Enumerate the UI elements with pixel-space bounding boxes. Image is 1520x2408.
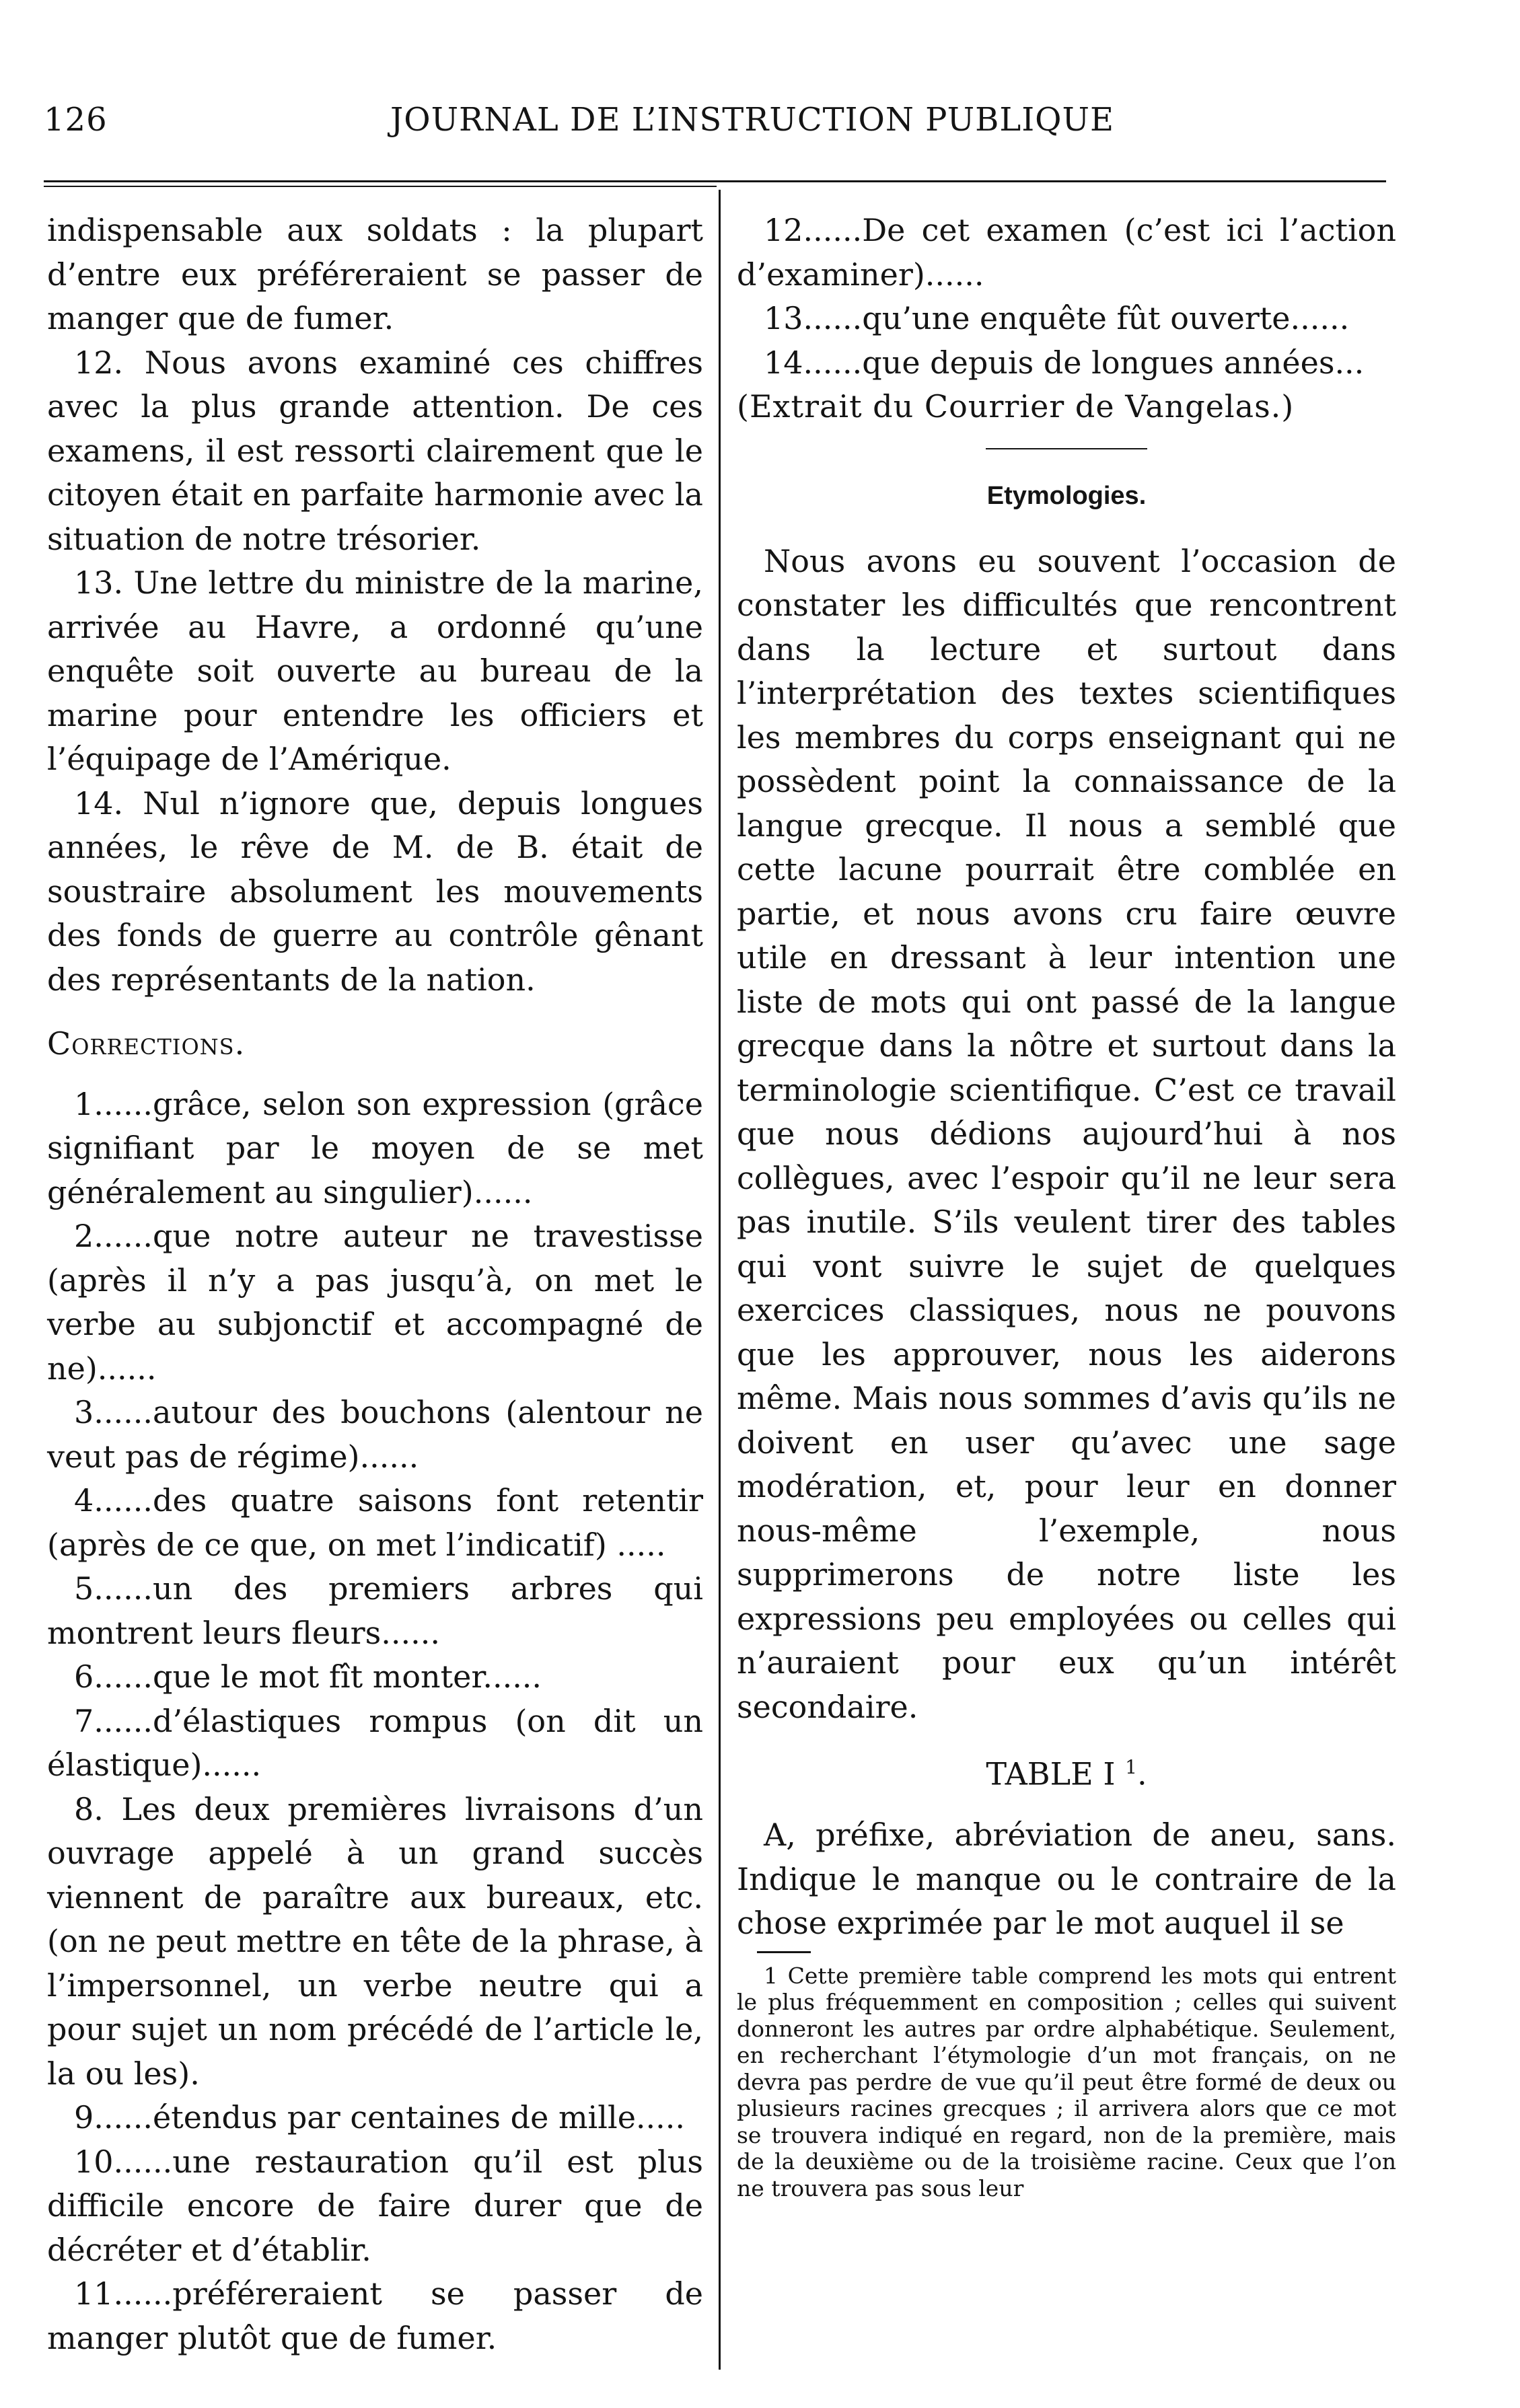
footnote-marker: 1 bbox=[1125, 1756, 1137, 1778]
correction-item: 10......une restauration qu’il est plus difficile encore de faire durer que de décréter et d’établir. bbox=[47, 2143, 703, 2268]
header-rule-secondary bbox=[44, 186, 717, 187]
left-column bbox=[47, 209, 703, 2360]
correction-item: 11......préféreraient se passer de manger plutôt que de fumer. bbox=[47, 2275, 703, 2356]
table-heading: TABLE I $^1$. bbox=[986, 1755, 1147, 1792]
correction-item: 2......que notre auteur ne travestisse (après il n’y a pas jusqu’à, on met le verbe au subjonctif et accompagné de ne)...... bbox=[47, 1218, 703, 1387]
footnote bbox=[737, 1963, 1396, 2202]
correction-item: 1......grâce, selon son expression (grâce signifiant par le moyen de se met généralement au singulier)...... bbox=[47, 1085, 703, 1210]
page-number: 126 bbox=[44, 101, 108, 139]
correction-item: 5......un des premiers arbres qui montrent leurs fleurs...... bbox=[47, 1570, 703, 1651]
table-title: TABLE I bbox=[986, 1755, 1116, 1792]
correction-item: 7......d’élastiques rompus (on dit un élastique)...... bbox=[47, 1702, 703, 1783]
correction-item: 4......des quatre saisons font retentir (après de ce que, on met l’indicatif) ..... bbox=[47, 1482, 703, 1563]
page-header bbox=[44, 101, 1389, 148]
header-rule bbox=[44, 180, 1386, 182]
right-column bbox=[737, 209, 1396, 2201]
correction-item: 12......De cet examen (c’est ici l’action d’examiner)...... bbox=[737, 212, 1396, 293]
etymologies-heading: Etymologies. bbox=[986, 481, 1147, 510]
etymologies-intro: Nous avons eu souvent l’occasion de constater les difficultés que rencontrent dans la lecture et surtout dans l’interprétation des textes scientifiques les membres du corps enseignant qui ne possèdent point la connaissance de la langue grecque. Il nous a semblé que cette lacune pourrait être comblée en partie, et nous avons cru faire œuvre utile en dressant à leur intention une liste de mots qui ont passé de la langue grecque dans la nôtre et surtout dans la terminologie scientifique. C’est ce travail que nous dédions aujourd’hui à nos collègues, avec l’espoir qu’il ne leur sera pas inutile. S’ils veulent tirer des tables qui vont suivre le sujet de quelques exercices classiques, nous ne pouvons que les approuver, nous les aiderons même. Mais nous sommes d’avis qu’ils ne doivent en user qu’avec une sage modération, et, pour leur en donner nous-même l’exemple, nous supprimerons de notre liste les expressions peu employées ou celles qui n’auraient pour eux qu’un intérêt secondaire. bbox=[737, 542, 1396, 1725]
correction-item: 8. Les deux premières livraisons d’un ouvrage appelé à un grand succès viennent de paraître aux bureaux, etc. (on ne peut mettre en tête de la phrase, à l’impersonnel, un verbe neutre qui a pour sujet un nom précédé de l’article le, la ou les). bbox=[47, 1790, 703, 2092]
section-separator bbox=[986, 448, 1147, 449]
correction-item: 3......autour des bouchons (alentour ne veut pas de régime)...... bbox=[47, 1394, 703, 1475]
correction-item: 14......que depuis de longues années... bbox=[764, 344, 1365, 381]
corrections-heading: Corrections. bbox=[47, 1025, 246, 1062]
running-title: JOURNAL DE L’INSTRUCTION PUBLIQUE bbox=[390, 101, 1115, 139]
paragraph: 13. Une lettre du ministre de la marine, arrivée au Havre, a ordonné qu’une enquête soit ouverte au bureau de la marine pour entendre les officiers et l’équipage de l’Amérique. bbox=[47, 564, 703, 777]
correction-item: 6......que le mot fît monter...... bbox=[74, 1658, 542, 1695]
paragraph: 12. Nous avons examiné ces chiffres avec la plus grande attention. De ces examens, il est ressorti clairement que le citoyen était en parfaite harmonie avec la situation de notre trésorier. bbox=[47, 344, 703, 557]
source-citation: (Extrait du Courrier de Vangelas.) bbox=[737, 388, 1295, 425]
column-divider bbox=[719, 190, 721, 2370]
footnote-text: 1 Cette première table comprend les mots qui entrent le plus fréquemment en composition ; celles qui suivent donneront les autres par ordre alphabétique. Seulement, en recherchant l’étymologie d’un mot français, on ne devra pas perdre de vue qu’il peut être formé de deux ou plusieurs racines grecques ; il arrivera alors que ce mot se trouvera indiqué en regard, non de la première, mais de la deuxième ou de la troisième racine. Ceux que l’on ne trouvera pas sous leur bbox=[737, 1962, 1396, 2201]
correction-item: 13......qu’une enquête fût ouverte...... bbox=[764, 300, 1350, 336]
paragraph: 14. Nul n’ignore que, depuis longues années, le rêve de M. de B. était de soustraire absolument les mouvements des fonds de guerre au contrôle gênant des représentants de la nation. bbox=[47, 785, 703, 998]
paragraph: indispensable aux soldats : la plupart d’entre eux préféreraient se passer de manger que de fumer. bbox=[47, 212, 703, 336]
footnote-separator bbox=[757, 1951, 811, 1953]
correction-item: 9......étendus par centaines de mille..... bbox=[74, 2099, 686, 2136]
table-entry: A, préfixe, abréviation de aneu, sans. Indique le manque ou le contraire de la chose exprimée par le mot auquel il se bbox=[737, 1817, 1396, 1942]
